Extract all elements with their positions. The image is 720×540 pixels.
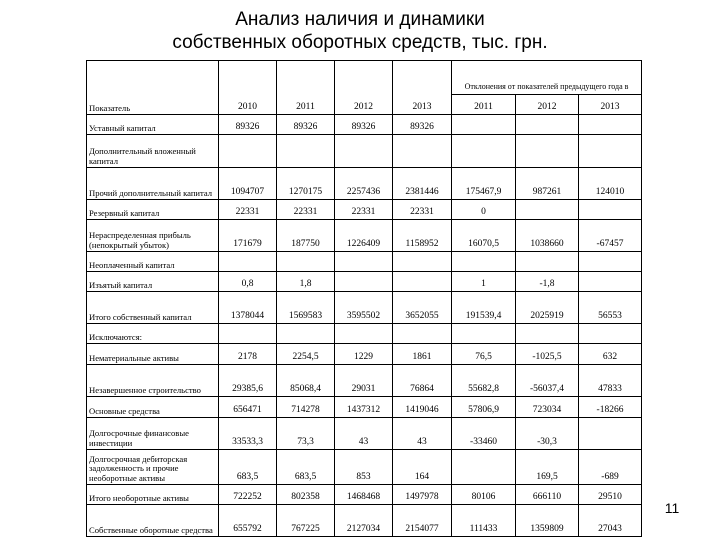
row-label: Нераспределенная прибыль (непокрытый убыток) bbox=[87, 220, 219, 252]
cell-value: 683,5 bbox=[219, 450, 277, 485]
slide-title bbox=[60, 8, 660, 54]
cell-value: 1437312 bbox=[335, 397, 393, 418]
cell-value: 29385,6 bbox=[219, 365, 277, 397]
table-row bbox=[87, 200, 642, 220]
cell-value: 1378044 bbox=[219, 292, 277, 324]
cell-value: 1359809 bbox=[516, 505, 579, 537]
cell-value: 22331 bbox=[335, 200, 393, 220]
cell-value bbox=[452, 135, 516, 168]
cell-value bbox=[452, 324, 516, 344]
cell-value bbox=[393, 135, 452, 168]
cell-value: 722252 bbox=[219, 485, 277, 505]
title-line-2: собственных оборотных средств, тыс. грн. bbox=[172, 32, 548, 53]
cell-value: 27043 bbox=[579, 505, 642, 537]
row-label: Изъятый капитал bbox=[87, 272, 219, 292]
cell-value: -1025,5 bbox=[516, 344, 579, 365]
cell-value bbox=[579, 200, 642, 220]
cell-value bbox=[219, 324, 277, 344]
cell-value bbox=[277, 252, 335, 272]
cell-value: 164 bbox=[393, 450, 452, 485]
row-label: Долгосрочные финансовые инвестиции bbox=[87, 418, 219, 450]
cell-value: 2254,5 bbox=[277, 344, 335, 365]
cell-value: 1 bbox=[452, 272, 516, 292]
cell-value bbox=[277, 135, 335, 168]
cell-value: 89326 bbox=[335, 115, 393, 135]
cell-value: 29510 bbox=[579, 485, 642, 505]
table-row bbox=[87, 365, 642, 397]
row-label: Дополнительный вложенный капитал bbox=[87, 135, 219, 168]
title-line-1: Анализ наличия и динамики bbox=[235, 9, 485, 30]
cell-value: 632 bbox=[579, 344, 642, 365]
row-label: Резервный капитал bbox=[87, 200, 219, 220]
cell-value: 655792 bbox=[219, 505, 277, 537]
cell-value: 47833 bbox=[579, 365, 642, 397]
cell-value bbox=[393, 324, 452, 344]
cell-value: 1038660 bbox=[516, 220, 579, 252]
cell-value: 0,8 bbox=[219, 272, 277, 292]
cell-value: 2127034 bbox=[335, 505, 393, 537]
cell-value: 0 bbox=[452, 200, 516, 220]
cell-value bbox=[579, 324, 642, 344]
row-label: Неоплаченный капитал bbox=[87, 252, 219, 272]
cell-value bbox=[516, 252, 579, 272]
table-row bbox=[87, 505, 642, 537]
cell-value bbox=[516, 115, 579, 135]
page-number: 11 bbox=[664, 500, 680, 516]
cell-value: -67457 bbox=[579, 220, 642, 252]
table-row bbox=[87, 344, 642, 365]
cell-value bbox=[393, 252, 452, 272]
cell-value: 1861 bbox=[393, 344, 452, 365]
row-label: Незавершенное строительство bbox=[87, 365, 219, 397]
row-label: Итого собственный капитал bbox=[87, 292, 219, 324]
cell-value bbox=[335, 135, 393, 168]
cell-value: 80106 bbox=[452, 485, 516, 505]
cell-value: 2154077 bbox=[393, 505, 452, 537]
cell-value bbox=[452, 450, 516, 485]
cell-value: 1497978 bbox=[393, 485, 452, 505]
cell-value: 124010 bbox=[579, 168, 642, 200]
cell-value: 171679 bbox=[219, 220, 277, 252]
cell-value: 1158952 bbox=[393, 220, 452, 252]
cell-value: -30,3 bbox=[516, 418, 579, 450]
cell-value: 683,5 bbox=[277, 450, 335, 485]
cell-value bbox=[516, 200, 579, 220]
cell-value: 169,5 bbox=[516, 450, 579, 485]
cell-value: 43 bbox=[335, 418, 393, 450]
cell-value: 2257436 bbox=[335, 168, 393, 200]
cell-value: 1419046 bbox=[393, 397, 452, 418]
cell-value bbox=[335, 252, 393, 272]
cell-value: 22331 bbox=[393, 200, 452, 220]
row-label: Итого необоротные активы bbox=[87, 485, 219, 505]
cell-value: 43 bbox=[393, 418, 452, 450]
row-label: Долгосрочная дебиторская задолженность и прочие необоротные активы bbox=[87, 450, 219, 485]
cell-value bbox=[452, 252, 516, 272]
cell-value: 1094707 bbox=[219, 168, 277, 200]
cell-value bbox=[452, 115, 516, 135]
cell-value bbox=[516, 135, 579, 168]
table-row bbox=[87, 252, 642, 272]
row-label: Исключаются: bbox=[87, 324, 219, 344]
header-year: 2013 bbox=[393, 61, 452, 115]
cell-value: 1270175 bbox=[277, 168, 335, 200]
table-row bbox=[87, 115, 642, 135]
table-row bbox=[87, 397, 642, 418]
cell-value: 29031 bbox=[335, 365, 393, 397]
cell-value bbox=[579, 252, 642, 272]
cell-value: 987261 bbox=[516, 168, 579, 200]
cell-value: 1468468 bbox=[335, 485, 393, 505]
header-deviation-year: 2011 bbox=[452, 95, 516, 115]
cell-value: 3652055 bbox=[393, 292, 452, 324]
table-row bbox=[87, 485, 642, 505]
cell-value: 89326 bbox=[277, 115, 335, 135]
row-label: Собственные оборотные средства bbox=[87, 505, 219, 537]
header-deviation-year: 2012 bbox=[516, 95, 579, 115]
cell-value: 175467,9 bbox=[452, 168, 516, 200]
cell-value: 76,5 bbox=[452, 344, 516, 365]
cell-value: 2178 bbox=[219, 344, 277, 365]
cell-value: 1,8 bbox=[277, 272, 335, 292]
cell-value bbox=[579, 418, 642, 450]
cell-value bbox=[335, 324, 393, 344]
cell-value: -56037,4 bbox=[516, 365, 579, 397]
cell-value bbox=[579, 272, 642, 292]
row-label: Прочий дополнительный капитал bbox=[87, 168, 219, 200]
cell-value bbox=[219, 252, 277, 272]
cell-value: 767225 bbox=[277, 505, 335, 537]
cell-value: 76864 bbox=[393, 365, 452, 397]
table-row bbox=[87, 292, 642, 324]
table-row bbox=[87, 168, 642, 200]
cell-value: 723034 bbox=[516, 397, 579, 418]
cell-value: 802358 bbox=[277, 485, 335, 505]
cell-value bbox=[579, 115, 642, 135]
header-deviation-year: 2013 bbox=[579, 95, 642, 115]
cell-value bbox=[277, 324, 335, 344]
header-year: 2010 bbox=[219, 61, 277, 115]
cell-value bbox=[335, 272, 393, 292]
cell-value: 57806,9 bbox=[452, 397, 516, 418]
cell-value: 55682,8 bbox=[452, 365, 516, 397]
table-row bbox=[87, 135, 642, 168]
cell-value: 3595502 bbox=[335, 292, 393, 324]
table-row bbox=[87, 418, 642, 450]
cell-value: 2381446 bbox=[393, 168, 452, 200]
cell-value bbox=[393, 272, 452, 292]
cell-value: 666110 bbox=[516, 485, 579, 505]
cell-value: 1229 bbox=[335, 344, 393, 365]
cell-value: 191539,4 bbox=[452, 292, 516, 324]
cell-value: 714278 bbox=[277, 397, 335, 418]
cell-value: 16070,5 bbox=[452, 220, 516, 252]
cell-value: 22331 bbox=[277, 200, 335, 220]
cell-value: -689 bbox=[579, 450, 642, 485]
header-deviation: Отклонения от показателей предыдущего года в bbox=[452, 61, 642, 95]
row-label: Нематериальные активы bbox=[87, 344, 219, 365]
table-row bbox=[87, 272, 642, 292]
cell-value: -18266 bbox=[579, 397, 642, 418]
cell-value: 656471 bbox=[219, 397, 277, 418]
cell-value: -1,8 bbox=[516, 272, 579, 292]
cell-value: 56553 bbox=[579, 292, 642, 324]
table-row bbox=[87, 324, 642, 344]
header-year: 2012 bbox=[335, 61, 393, 115]
table-row bbox=[87, 450, 642, 485]
cell-value: 1226409 bbox=[335, 220, 393, 252]
header-year: 2011 bbox=[277, 61, 335, 115]
cell-value bbox=[219, 135, 277, 168]
cell-value: 33533,3 bbox=[219, 418, 277, 450]
row-label: Уставный капитал bbox=[87, 115, 219, 135]
table-row bbox=[87, 220, 642, 252]
cell-value: 85068,4 bbox=[277, 365, 335, 397]
header-indicator: Показатель bbox=[87, 61, 219, 115]
cell-value: 22331 bbox=[219, 200, 277, 220]
cell-value: 1569583 bbox=[277, 292, 335, 324]
cell-value: 89326 bbox=[219, 115, 277, 135]
cell-value: 89326 bbox=[393, 115, 452, 135]
cell-value bbox=[579, 135, 642, 168]
capital-analysis-table bbox=[86, 60, 642, 537]
cell-value: 111433 bbox=[452, 505, 516, 537]
cell-value bbox=[516, 324, 579, 344]
cell-value: 187750 bbox=[277, 220, 335, 252]
cell-value: 2025919 bbox=[516, 292, 579, 324]
cell-value: 853 bbox=[335, 450, 393, 485]
cell-value: -33460 bbox=[452, 418, 516, 450]
cell-value: 73,3 bbox=[277, 418, 335, 450]
row-label: Основные средства bbox=[87, 397, 219, 418]
